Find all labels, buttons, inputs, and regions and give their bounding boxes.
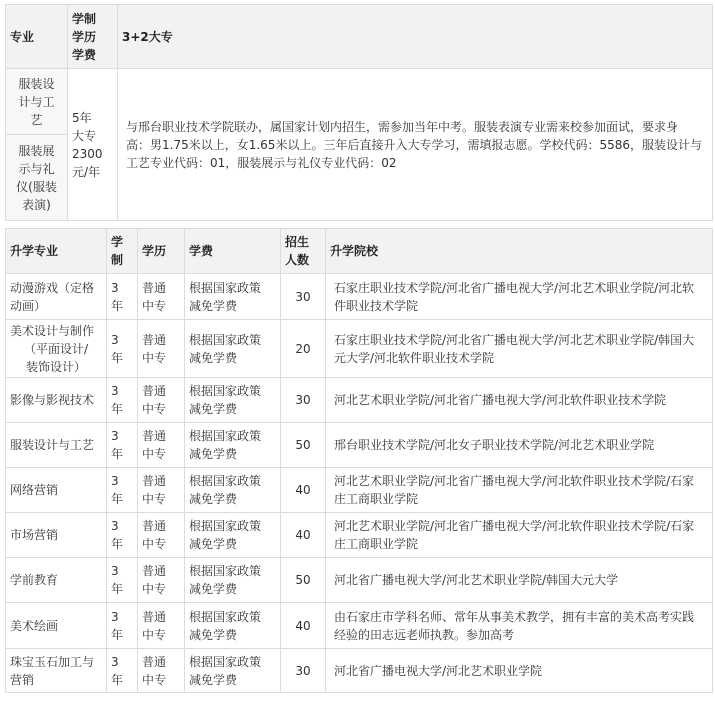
- table-row: [6, 603, 713, 649]
- cell-line: 根据国家政策: [189, 384, 262, 398]
- header-line: 制: [111, 253, 124, 267]
- header-duration-degree-fee: [68, 5, 118, 69]
- cell-line: 年: [111, 537, 124, 551]
- row-schools-cell: [326, 378, 713, 423]
- table-row: [6, 320, 713, 378]
- row-enrollment-cell: 50: [281, 558, 326, 603]
- cell-line: 河北艺术职业学院/河北省广播电视大学/河北软件职业技术学院/石家: [334, 474, 695, 488]
- cell-line: 根据国家政策: [189, 280, 262, 295]
- row-enrollment-cell: 30: [281, 649, 326, 693]
- header-fee: 学费: [185, 229, 281, 274]
- cell-line: 减免学费: [189, 582, 238, 596]
- further-study-header-row: [6, 229, 713, 274]
- cell-line: 市场营销: [10, 528, 59, 542]
- row-schools-cell: [326, 274, 713, 320]
- header-schools: 升学院校: [326, 229, 713, 274]
- cell-line: 普通: [142, 474, 167, 488]
- program-major-cell: [6, 69, 68, 135]
- cell-line: 中专: [142, 492, 167, 506]
- row-enrollment-cell: 20: [281, 320, 326, 378]
- cell-line: 艺: [30, 112, 43, 127]
- cell-line: 根据国家政策: [189, 519, 262, 533]
- row-years-cell: [107, 649, 138, 693]
- header-line: 学: [111, 235, 124, 249]
- cell-line: 普通: [142, 332, 167, 347]
- row-degree-cell: [138, 513, 185, 558]
- cell-line: 河北省广播电视大学/河北艺术职业学院: [334, 663, 543, 678]
- cell-line: 高：男1.75米以上，女1.65米以上。三年后直接升入大专学习，需填报志愿。学校代码：5586，服装设计与: [126, 137, 702, 152]
- cell-line: 中专: [142, 537, 167, 551]
- row-years-cell: [107, 603, 138, 649]
- row-degree-cell: [138, 274, 185, 320]
- row-years-cell: [107, 378, 138, 423]
- row-years-cell: [107, 423, 138, 468]
- row-enrollment-cell: 40: [281, 468, 326, 513]
- cell-line: 年: [111, 447, 124, 461]
- cell-line: 邢台职业技术学院/河北女子职业技术学院/河北艺术职业学院: [334, 438, 655, 452]
- cell-line: 珠宝玉石加工与: [10, 654, 95, 669]
- cell-line: 根据国家政策: [189, 564, 262, 578]
- row-schools-cell: [326, 558, 713, 603]
- cell-line: 元/年: [72, 164, 101, 179]
- cell-line: 由石家庄市学科名师、常年从事美术教学，拥有丰富的美术高考实践: [334, 609, 695, 624]
- cell-line: 中专: [142, 350, 167, 365]
- cell-line: 减免学费: [189, 298, 238, 313]
- program-major-cell: [6, 135, 68, 221]
- table-row: [6, 378, 713, 423]
- cell-line: 根据国家政策: [189, 609, 262, 624]
- cell-line: 计与工: [18, 94, 55, 109]
- further-study-table: [5, 228, 713, 693]
- row-schools-cell: [326, 603, 713, 649]
- program-info-cell: [68, 69, 118, 221]
- row-enrollment-cell: 30: [281, 274, 326, 320]
- row-degree-cell: [138, 649, 185, 693]
- row-major-cell: [6, 649, 107, 693]
- header-years: [107, 229, 138, 274]
- cell-line: 动漫游戏（定格: [10, 280, 95, 295]
- cell-line: 普通: [142, 429, 167, 443]
- cell-line: 年: [111, 350, 124, 365]
- table-row: [6, 558, 713, 603]
- cell-line: 元大学/河北软件职业技术学院: [334, 350, 495, 365]
- row-schools-cell: [326, 320, 713, 378]
- header-major: 专业: [6, 5, 68, 69]
- cell-line: 服装设计与工艺: [10, 438, 95, 452]
- cell-line: 网络营销: [10, 483, 59, 497]
- row-degree-cell: [138, 468, 185, 513]
- row-years-cell: [107, 320, 138, 378]
- row-degree-cell: [138, 423, 185, 468]
- cell-line: 动画）: [10, 298, 47, 313]
- row-major-cell: [6, 378, 107, 423]
- row-fee-cell: [185, 513, 281, 558]
- row-enrollment-cell: 50: [281, 423, 326, 468]
- row-degree-cell: [138, 558, 185, 603]
- cell-line: 服装展: [18, 143, 55, 158]
- row-degree-cell: [138, 603, 185, 649]
- row-major-cell: [6, 513, 107, 558]
- cell-line: 河北艺术职业学院/河北省广播电视大学/河北软件职业技术学院: [334, 393, 667, 407]
- cell-line: 装饰设计）: [25, 359, 86, 374]
- cell-line: 3: [111, 332, 119, 347]
- cell-line: 中专: [142, 298, 167, 313]
- cell-line: 3: [111, 429, 119, 443]
- row-enrollment-cell: 40: [281, 513, 326, 558]
- header-degree: 学历: [138, 229, 185, 274]
- header-line: 招生: [285, 235, 310, 249]
- header-line: 学费: [72, 47, 97, 62]
- row-degree-cell: [138, 378, 185, 423]
- cell-line: 石家庄职业技术学院/河北省广播电视大学/河北艺术职业学院/河北软: [334, 280, 695, 295]
- row-major-cell: [6, 468, 107, 513]
- cell-line: 与邢台职业技术学院联办，属国家计划内招生，需参加当年中考。服装表演专业需来校参加面试，要求身: [126, 119, 679, 134]
- cell-line: 减免学费: [189, 492, 238, 506]
- row-major-cell: [6, 274, 107, 320]
- cell-line: 工艺专业代码：01，服装展示与礼仪专业代码：02: [126, 155, 397, 170]
- cell-line: 3: [111, 280, 119, 295]
- cell-line: 石家庄职业技术学院/河北省广播电视大学/河北艺术职业学院/韩国大: [334, 332, 695, 347]
- row-major-cell: [6, 320, 107, 378]
- row-years-cell: [107, 513, 138, 558]
- cell-line: 普通: [142, 564, 167, 578]
- cell-line: 庄工商职业学院: [334, 537, 419, 551]
- header-further-major: 升学专业: [6, 229, 107, 274]
- row-fee-cell: [185, 320, 281, 378]
- cell-line: 3: [111, 609, 119, 624]
- row-schools-cell: [326, 513, 713, 558]
- header-line: 学制: [72, 11, 97, 26]
- row-fee-cell: [185, 378, 281, 423]
- cell-line: 3: [111, 654, 119, 669]
- cell-line: 件职业技术学院: [334, 298, 419, 313]
- cell-line: 营销: [10, 672, 35, 687]
- cell-line: 学前教育: [10, 573, 59, 587]
- cell-line: 中专: [142, 672, 167, 687]
- row-fee-cell: [185, 649, 281, 693]
- row-fee-cell: [185, 423, 281, 468]
- cell-line: 减免学费: [189, 350, 238, 365]
- row-schools-cell: [326, 468, 713, 513]
- cell-line: 普通: [142, 609, 167, 624]
- cell-line: 根据国家政策: [189, 654, 262, 669]
- table-row: [6, 423, 713, 468]
- cell-line: 普通: [142, 280, 167, 295]
- cell-line: 年: [111, 582, 124, 596]
- cell-line: 减免学费: [189, 447, 238, 461]
- cell-line: 减免学费: [189, 402, 238, 416]
- cell-line: 河北省广播电视大学/河北艺术职业学院/韩国大元大学: [334, 573, 619, 587]
- cell-line: 根据国家政策: [189, 429, 262, 443]
- row-schools-cell: [326, 649, 713, 693]
- cell-line: 年: [111, 402, 124, 416]
- cell-line: 中专: [142, 402, 167, 416]
- cell-line: 年: [111, 298, 124, 313]
- cell-line: 3: [111, 384, 119, 398]
- row-major-cell: [6, 603, 107, 649]
- row-degree-cell: [138, 320, 185, 378]
- header-line: 学历: [72, 29, 97, 44]
- cell-line: 普通: [142, 654, 167, 669]
- cell-line: 大专: [72, 128, 97, 143]
- cell-line: 年: [111, 672, 124, 687]
- row-years-cell: [107, 468, 138, 513]
- header-enrollment: [281, 229, 326, 274]
- table-row: [6, 274, 713, 320]
- row-major-cell: [6, 558, 107, 603]
- row-fee-cell: [185, 603, 281, 649]
- header-line: 人数: [285, 253, 310, 267]
- table-row: [6, 649, 713, 693]
- row-years-cell: [107, 274, 138, 320]
- cell-line: 根据国家政策: [189, 332, 262, 347]
- cell-line: 5年: [72, 110, 92, 125]
- row-fee-cell: [185, 274, 281, 320]
- program-description-cell: [118, 69, 713, 221]
- cell-line: 2300: [72, 146, 103, 161]
- program-row: [6, 69, 713, 135]
- cell-line: 仪(服装: [16, 179, 57, 194]
- cell-line: 3: [111, 519, 119, 533]
- row-fee-cell: [185, 558, 281, 603]
- cell-line: 中专: [142, 627, 167, 642]
- cell-line: （平面设计/: [23, 341, 89, 356]
- cell-line: 普通: [142, 519, 167, 533]
- header-program-type: 3+2大专: [118, 5, 713, 69]
- cell-line: 示与礼: [18, 161, 55, 176]
- cell-line: 河北艺术职业学院/河北省广播电视大学/河北软件职业技术学院/石家: [334, 519, 695, 533]
- row-schools-cell: [326, 423, 713, 468]
- cell-line: 减免学费: [189, 537, 238, 551]
- row-fee-cell: [185, 468, 281, 513]
- cell-line: 普通: [142, 384, 167, 398]
- row-enrollment-cell: 30: [281, 378, 326, 423]
- row-years-cell: [107, 558, 138, 603]
- program-header-row: [6, 5, 713, 69]
- cell-line: 3: [111, 474, 119, 488]
- table-row: [6, 513, 713, 558]
- cell-line: 减免学费: [189, 627, 238, 642]
- cell-line: 中专: [142, 447, 167, 461]
- row-major-cell: [6, 423, 107, 468]
- program-table: [5, 4, 713, 221]
- cell-line: 美术设计与制作: [10, 323, 95, 338]
- cell-line: 年: [111, 627, 124, 642]
- cell-line: 中专: [142, 582, 167, 596]
- cell-line: 服装设: [18, 76, 55, 91]
- cell-line: 减免学费: [189, 672, 238, 687]
- table-row: [6, 468, 713, 513]
- cell-line: 美术绘画: [10, 618, 59, 633]
- cell-line: 影像与影视技术: [10, 393, 95, 407]
- cell-line: 表演): [22, 197, 51, 212]
- cell-line: 经验的田志远老师执教。参加高考: [334, 627, 515, 642]
- cell-line: 年: [111, 492, 124, 506]
- cell-line: 3: [111, 564, 119, 578]
- cell-line: 根据国家政策: [189, 474, 262, 488]
- row-enrollment-cell: 40: [281, 603, 326, 649]
- cell-line: 庄工商职业学院: [334, 492, 419, 506]
